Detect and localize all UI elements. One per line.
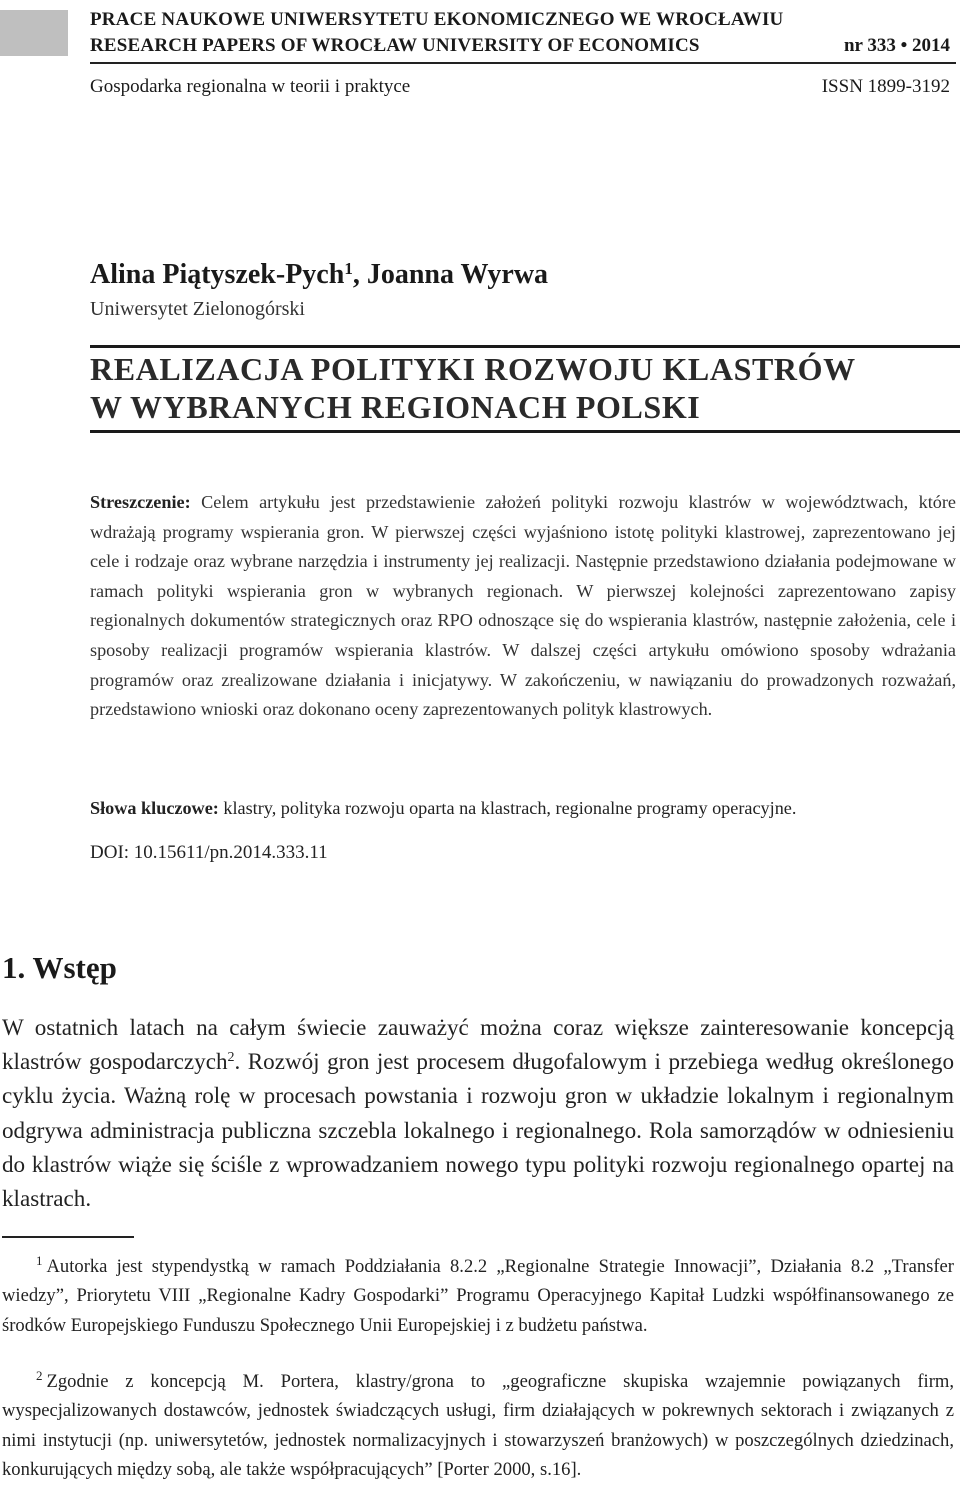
abstract-text: Celem artykułu jest przedstawienie założeń polityki rozwoju klastrów w województwach, które wdrażają programy wspierania gron. W pierwszej części wyjaśniono istotę polityki klastrowej, zaprezentowano jej cele i rodzaje oraz wybrane narzędzia i instrumenty jej realizacji. Następnie przedstawiono działania podejmowane w ramach polityki wspierania gron w wybranych regionach. W pierwszej kolejności zaprezentowano zapisy regionalnych dokumentów strategicznych oraz RPO odnoszące się do wspierania klastrów, następnie założenia, cele i sposoby realizacji programów wspierania klastrów. W dalszej części artykułu omówiono sposoby wdrażania programów oraz zrealizowane działania i inicjatywy. W zakończeniu, w nawiązaniu do prowadzonych rozważań, przedstawiono wnioski oraz dokonano oceny zaprezentowanych polityk klastrowych. xyxy=(90,492,956,720)
title-line-1: REALIZACJA POLITYKI ROZWOJU KLASTRÓW xyxy=(90,351,856,387)
author-1: Alina Piątyszek-Pych xyxy=(90,259,345,290)
title-rule-bottom xyxy=(90,430,960,433)
footnote-1 xyxy=(2,1252,954,1340)
issue-number: nr 333 • 2014 xyxy=(843,35,950,56)
footnote-2 xyxy=(2,1367,954,1484)
article-title xyxy=(90,350,856,426)
series-title: Gospodarka regionalna w teorii i praktyce xyxy=(90,76,411,97)
footnote-1-text: Autorka jest stypendystką w ramach Poddziałania 8.2.2 „Regionalne Strategie Innowacji”, Działania 8.2 „Transfer wiedzy”, Priorytetu VIII „Regionalne Kadry Gospodarki” Programu Operacyjnego Kapitał Ludzki współfinansowanego ze środków Europejskiego Funduszu Społecznego Unii Europejskiej i z budżetu państwa. xyxy=(2,1256,954,1336)
journal-title-pl: PRACE NAUKOWE UNIWERSYTETU EKONOMICZNEGO WE WROCŁAWIU xyxy=(90,9,784,30)
author-2: Joanna Wyrwa xyxy=(366,259,549,290)
title-rule-top xyxy=(90,345,960,348)
header-rule xyxy=(90,62,956,64)
header-gray-block xyxy=(0,10,68,56)
keywords-text: klastry, polityka rozwoju oparta na klastrach, regionalne programy operacyjne. xyxy=(218,798,797,818)
doi[interactable]: DOI: 10.15611/pn.2014.333.11 xyxy=(90,842,328,863)
body-paragraph xyxy=(2,1010,954,1215)
author-footnote-mark[interactable]: 1 xyxy=(344,259,353,278)
footnote-rule xyxy=(2,1236,134,1238)
body-footnote-mark[interactable]: 2 xyxy=(227,1050,235,1066)
keywords-label: Słowa kluczowe: xyxy=(90,798,219,818)
author-separator: , xyxy=(352,259,367,290)
section-heading: 1. Wstęp xyxy=(2,950,117,985)
abstract xyxy=(90,488,956,725)
abstract-label: Streszczenie: xyxy=(90,492,191,512)
footnote-1-mark: 1 xyxy=(36,1253,43,1268)
footnote-2-text: Zgodnie z koncepcją M. Portera, klastry/grona to „geograficzne skupiska wzajemnie powiązanych firm, wyspecjalizowanych dostawców, jednostek świadczących usługi, firm działających w pokrewnych sektorach i związanych z nimi instytucji (np. uniwersytetów, jednostek normalizacyjnych i stowarzyszeń branżowych) w poszczególnych dziedzinach, konkurujących między sobą, ale także współpracujących” [Porter 2000, s.16]. xyxy=(2,1371,954,1480)
keywords xyxy=(90,795,960,821)
footnote-2-mark: 2 xyxy=(36,1368,43,1383)
authors xyxy=(90,257,548,293)
body-text-1: W ostatnich latach na całym świecie zauważyć można coraz większe zainteresowanie koncepcją klastrów gospodarczych xyxy=(2,1014,954,1075)
affiliation: Uniwersytet Zielonogórski xyxy=(90,298,305,320)
title-line-2: W WYBRANYCH REGIONACH POLSKI xyxy=(90,389,701,425)
journal-title-en: RESEARCH PAPERS OF WROCŁAW UNIVERSITY OF ECONOMICS xyxy=(90,35,700,56)
issn: ISSN 1899-3192 xyxy=(821,76,950,97)
body-text-2: . Rozwój gron jest procesem długofalowym i przebiega według określonego cyklu życia. Ważną rolę w procesach powstania i rozwoju gron w układzie lokalnym i regionalnym odgrywa administracja publiczna szczebla lokalnego i regionalnego. Rola samorządów w odniesieniu do klastrów wiąże się ściśle z wprowadzaniem nowego typu polityki rozwoju regionalnego opartej na klastrach. xyxy=(2,1048,954,1212)
